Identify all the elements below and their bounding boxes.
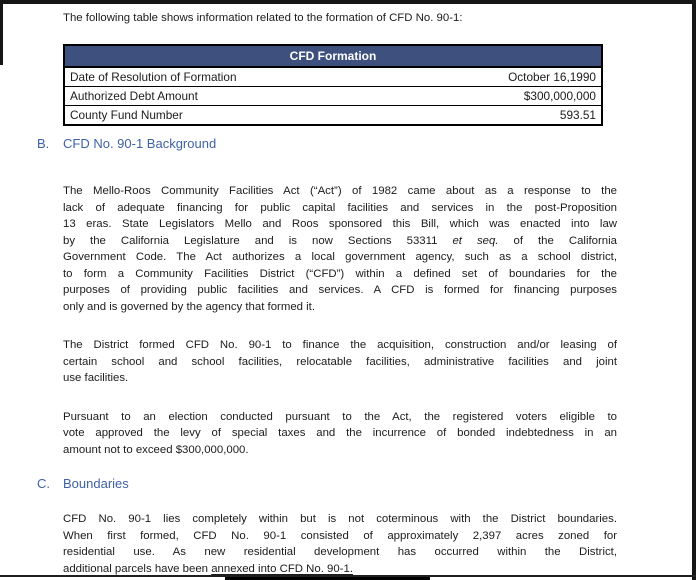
text-line: use facilities. bbox=[63, 372, 129, 384]
cfd-formation-table bbox=[63, 44, 603, 126]
section-letter: C. bbox=[37, 476, 50, 491]
intro-text: The following table shows information related to the formation of CFD No. 90-1: bbox=[63, 12, 463, 24]
text-line: certain school and school facilities, relocatable facilities, administrative facilities and joint bbox=[63, 355, 617, 368]
table-row bbox=[64, 87, 602, 106]
table-row bbox=[64, 106, 602, 126]
text-line: amount not to exceed $300,000,000. bbox=[63, 443, 249, 456]
section-title: CFD No. 90-1 Background bbox=[63, 136, 217, 151]
row-label: County Fund Number bbox=[64, 106, 410, 126]
paragraphs-container bbox=[63, 511, 617, 577]
paragraph bbox=[63, 183, 617, 315]
text-line: The Mello-Roos Community Facilities Act (“Act”) of 1982 came about as a response to the bbox=[63, 185, 617, 197]
document-section bbox=[37, 136, 617, 458]
text-line: to form a Community Facilities District (“CFD”) within a defined set of boundaries for the bbox=[63, 267, 617, 280]
table-row bbox=[64, 67, 602, 87]
text-line: The District formed CFD No. 90-1 to finance the acquisition, construction and/or leasing of bbox=[63, 339, 617, 351]
text-line: vote approved the levy of special taxes and the incurrence of bonded indebtedness in an bbox=[63, 427, 617, 439]
text-line: Government Code. The Act authorizes a local government agency, such as a school district, bbox=[63, 251, 617, 263]
paragraph bbox=[63, 511, 617, 577]
text-line: residential use. As new residential development has occurred within the District, bbox=[63, 546, 617, 558]
page-content bbox=[37, 10, 617, 577]
text-line: 13 eras. State Legislators Mello and Roos sponsored this Bill, which was enacted into law bbox=[63, 218, 617, 230]
section-heading bbox=[37, 136, 617, 152]
row-value: 593.51 bbox=[410, 106, 602, 126]
table-header-row bbox=[64, 45, 602, 67]
text-line: purposes of providing public facilities and services. A CFD is formed for financing purposes bbox=[63, 284, 617, 296]
text-line: Pursuant to an election conducted pursuant to the Act, the registered voters eligible to bbox=[63, 410, 617, 423]
paragraph bbox=[63, 337, 617, 387]
text-line: lack of adequate financing for public capital facilities and services in the post-Proposition bbox=[63, 201, 617, 214]
table-header-cell: CFD Formation bbox=[64, 45, 602, 67]
table-body bbox=[64, 67, 602, 125]
row-label: Date of Resolution of Formation bbox=[64, 67, 410, 87]
row-value: October 16,1990 bbox=[410, 67, 602, 87]
cutoff-rule-bottom bbox=[225, 577, 430, 580]
sections-container bbox=[37, 136, 617, 577]
scan-edge-right bbox=[692, 0, 696, 580]
row-label: Authorized Debt Amount bbox=[64, 87, 410, 106]
paragraph bbox=[63, 409, 617, 459]
section-heading bbox=[37, 476, 617, 492]
text-line: When first formed, CFD No. 90-1 consisted of approximately 2,397 acres zoned for bbox=[63, 529, 617, 542]
section-title: Boundaries bbox=[63, 476, 129, 491]
paragraphs-container bbox=[63, 183, 617, 458]
section-letter: B. bbox=[37, 136, 50, 151]
document-section bbox=[37, 476, 617, 577]
text-line: by the California Legislature and is now Sections 53311 et seq. of the California bbox=[63, 234, 617, 247]
scan-edge-left bbox=[0, 0, 3, 65]
text-line: CFD No. 90-1 lies completely within but is not coterminous with the District boundaries. bbox=[63, 513, 617, 525]
row-value: $300,000,000 bbox=[410, 87, 602, 106]
text-line: only and is governed by the agency that formed it. bbox=[63, 300, 316, 313]
text-line: additional parcels have been annexed into CFD No. 90-1. bbox=[63, 562, 354, 575]
scan-edge-top bbox=[0, 0, 696, 4]
